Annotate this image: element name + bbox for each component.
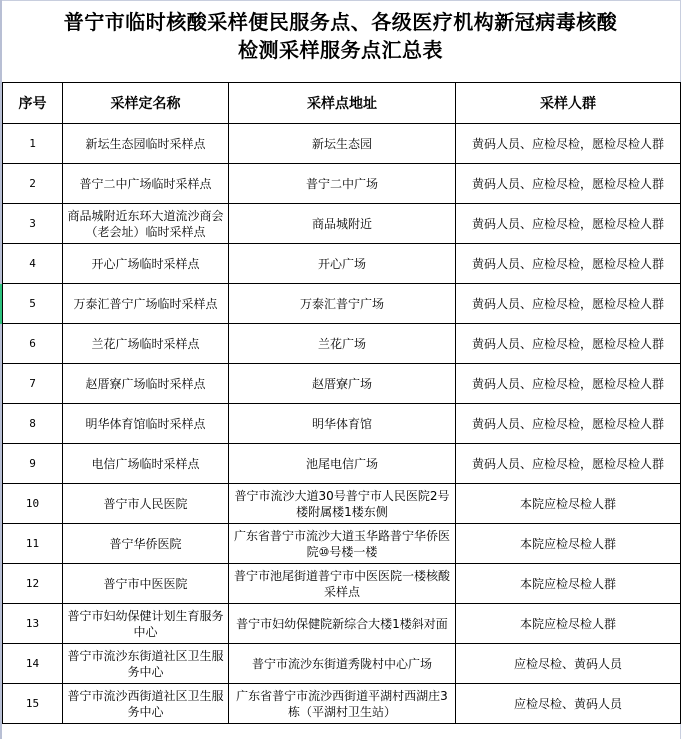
table-row — [3, 204, 681, 244]
table-row — [3, 444, 681, 484]
table-row — [3, 644, 681, 684]
cell-site-address[interactable]: 万泰汇普宁广场 — [229, 284, 456, 324]
table-row — [3, 684, 681, 724]
cell-serial-number[interactable]: 1 — [3, 124, 63, 164]
cell-target-population[interactable]: 本院应检尽检人群 — [456, 604, 681, 644]
table-row — [3, 364, 681, 404]
cell-site-address[interactable]: 普宁市妇幼保健院新综合大楼1楼斜对面 — [229, 604, 456, 644]
cell-site-address[interactable]: 广东省普宁市流沙西街道平湖村西湖庄3栋（平湖村卫生站） — [229, 684, 456, 724]
cell-site-name[interactable]: 电信广场临时采样点 — [63, 444, 229, 484]
cell-target-population[interactable]: 应检尽检、黄码人员 — [456, 684, 681, 724]
cell-target-population[interactable]: 应检尽检、黄码人员 — [456, 644, 681, 684]
window-top-edge — [0, 0, 681, 1]
cell-serial-number[interactable]: 4 — [3, 244, 63, 284]
document-title — [2, 8, 679, 64]
cell-serial-number[interactable]: 3 — [3, 204, 63, 244]
cell-site-name[interactable]: 赵厝寮广场临时采样点 — [63, 364, 229, 404]
cell-site-name[interactable]: 兰花广场临时采样点 — [63, 324, 229, 364]
table-row — [3, 324, 681, 364]
cell-serial-number[interactable]: 9 — [3, 444, 63, 484]
cell-target-population[interactable]: 本院应检尽检人群 — [456, 484, 681, 524]
cell-site-name[interactable]: 明华体育馆临时采样点 — [63, 404, 229, 444]
header-serial-number[interactable]: 序号 — [3, 83, 63, 124]
cell-serial-number[interactable]: 12 — [3, 564, 63, 604]
title-line-2: 检测采样服务点汇总表 — [238, 38, 443, 62]
cell-site-name[interactable]: 普宁市流沙东街道社区卫生服务中心 — [63, 644, 229, 684]
cell-serial-number[interactable]: 6 — [3, 324, 63, 364]
cell-target-population[interactable]: 本院应检尽检人群 — [456, 524, 681, 564]
cell-site-address[interactable]: 普宁市流沙东街道秀陇村中心广场 — [229, 644, 456, 684]
cell-site-name[interactable]: 万泰汇普宁广场临时采样点 — [63, 284, 229, 324]
cell-site-address[interactable]: 池尾电信广场 — [229, 444, 456, 484]
table-row — [3, 564, 681, 604]
cell-site-name[interactable]: 新坛生态园临时采样点 — [63, 124, 229, 164]
table-row — [3, 524, 681, 564]
cell-site-address[interactable]: 普宁二中广场 — [229, 164, 456, 204]
cell-target-population[interactable]: 黄码人员、应检尽检，愿检尽检人群 — [456, 204, 681, 244]
cell-serial-number[interactable]: 5 — [3, 284, 63, 324]
cell-target-population[interactable]: 黄码人员、应检尽检，愿检尽检人群 — [456, 404, 681, 444]
cell-site-address[interactable]: 赵厝寮广场 — [229, 364, 456, 404]
cell-site-name[interactable]: 普宁市中医医院 — [63, 564, 229, 604]
cell-target-population[interactable]: 黄码人员、应检尽检，愿检尽检人群 — [456, 324, 681, 364]
header-target-population[interactable]: 采样人群 — [456, 83, 681, 124]
table-row — [3, 284, 681, 324]
cell-site-name[interactable]: 普宁市流沙西街道社区卫生服务中心 — [63, 684, 229, 724]
cell-serial-number[interactable]: 13 — [3, 604, 63, 644]
cell-site-address[interactable]: 广东省普宁市流沙大道玉华路普宁华侨医院⑩号楼一楼 — [229, 524, 456, 564]
cell-serial-number[interactable]: 2 — [3, 164, 63, 204]
table-row — [3, 244, 681, 284]
header-site-name[interactable]: 采样定名称 — [63, 83, 229, 124]
table-row — [3, 484, 681, 524]
cell-site-address[interactable]: 兰花广场 — [229, 324, 456, 364]
header-site-address[interactable]: 采样点地址 — [229, 83, 456, 124]
cell-site-address[interactable]: 新坛生态园 — [229, 124, 456, 164]
cell-serial-number[interactable]: 11 — [3, 524, 63, 564]
cell-site-address[interactable]: 开心广场 — [229, 244, 456, 284]
cell-serial-number[interactable]: 8 — [3, 404, 63, 444]
table-row — [3, 604, 681, 644]
cell-serial-number[interactable]: 10 — [3, 484, 63, 524]
cell-serial-number[interactable]: 14 — [3, 644, 63, 684]
cell-site-address[interactable]: 商品城附近 — [229, 204, 456, 244]
header-row — [3, 83, 681, 124]
cell-site-address[interactable]: 明华体育馆 — [229, 404, 456, 444]
sampling-points-table — [2, 82, 681, 724]
cell-target-population[interactable]: 黄码人员、应检尽检，愿检尽检人群 — [456, 244, 681, 284]
cell-target-population[interactable]: 黄码人员、应检尽检，愿检尽检人群 — [456, 364, 681, 404]
cell-site-name[interactable]: 普宁二中广场临时采样点 — [63, 164, 229, 204]
cell-target-population[interactable]: 黄码人员、应检尽检，愿检尽检人群 — [456, 444, 681, 484]
cell-site-address[interactable]: 普宁市池尾街道普宁市中医医院一楼核酸采样点 — [229, 564, 456, 604]
cell-site-address[interactable]: 普宁市流沙大道30号普宁市人民医院2号楼附属楼1楼东侧 — [229, 484, 456, 524]
cell-serial-number[interactable]: 7 — [3, 364, 63, 404]
table-row — [3, 164, 681, 204]
cell-site-name[interactable]: 普宁华侨医院 — [63, 524, 229, 564]
cell-target-population[interactable]: 黄码人员、应检尽检，愿检尽检人群 — [456, 124, 681, 164]
table-row — [3, 404, 681, 444]
cell-site-name[interactable]: 普宁市人民医院 — [63, 484, 229, 524]
cell-target-population[interactable]: 本院应检尽检人群 — [456, 564, 681, 604]
cell-serial-number[interactable]: 15 — [3, 684, 63, 724]
cell-site-name[interactable]: 商品城附近东环大道流沙商会（老会址）临时采样点 — [63, 204, 229, 244]
cell-target-population[interactable]: 黄码人员、应检尽检，愿检尽检人群 — [456, 164, 681, 204]
cell-site-name[interactable]: 普宁市妇幼保健计划生育服务中心 — [63, 604, 229, 644]
table-row — [3, 124, 681, 164]
title-line-1: 普宁市临时核酸采样便民服务点、各级医疗机构新冠病毒核酸 — [63, 10, 618, 34]
cell-site-name[interactable]: 开心广场临时采样点 — [63, 244, 229, 284]
cell-target-population[interactable]: 黄码人员、应检尽检，愿检尽检人群 — [456, 284, 681, 324]
